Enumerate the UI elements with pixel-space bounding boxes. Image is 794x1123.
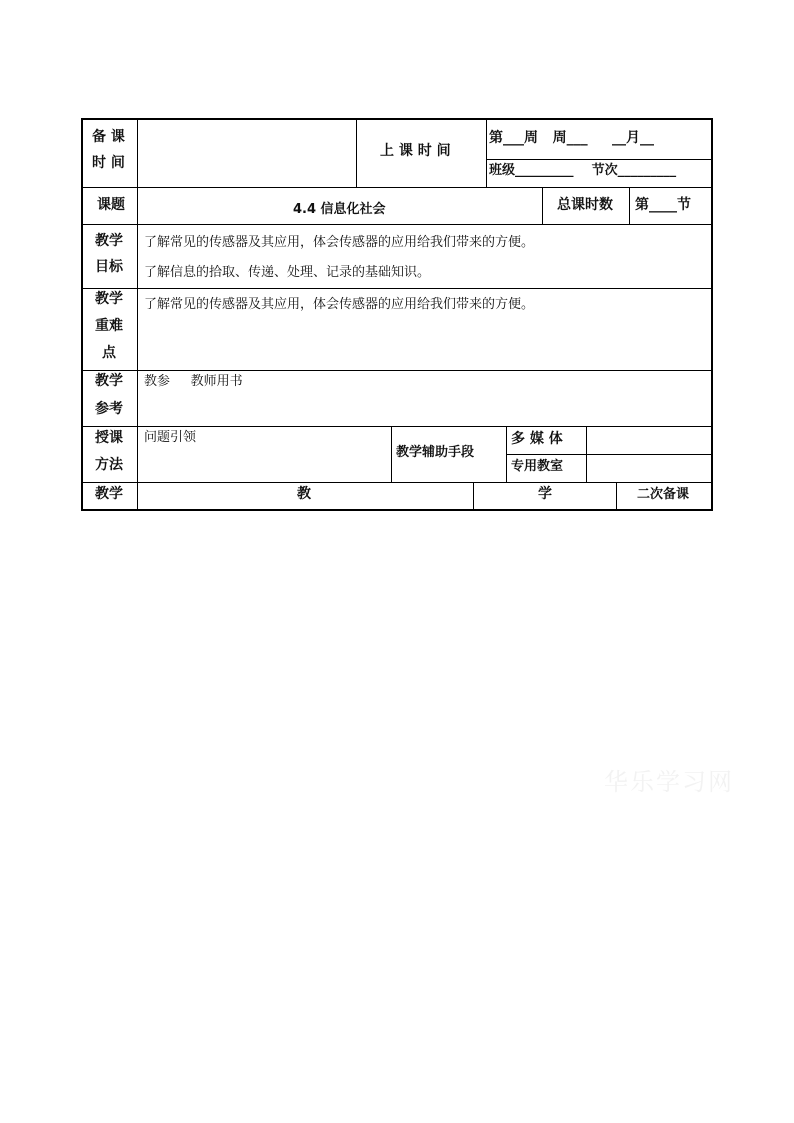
total-hours-label: 总课时数 — [557, 197, 613, 213]
lesson-plan-table — [81, 118, 713, 511]
key-points-label: 重难 — [95, 318, 123, 334]
goals-label: 教学 — [95, 233, 123, 249]
col-divider — [629, 187, 630, 224]
prep-time-label: 时 间 — [92, 155, 125, 171]
goals-label: 目标 — [95, 259, 123, 275]
col-divider — [616, 482, 617, 509]
key-points-label: 教学 — [95, 291, 123, 307]
class-period-field: 班级_________ 节次_________ — [489, 163, 677, 178]
method-label: 方法 — [95, 457, 123, 473]
topic-label: 课题 — [97, 197, 125, 213]
col-divider — [356, 120, 357, 187]
teaching-aids-label: 教学辅助手段 — [396, 445, 475, 460]
col-divider — [473, 482, 474, 509]
key-points-label: 点 — [102, 345, 116, 361]
row-divider — [83, 224, 711, 225]
prep-time-label: 备 课 — [92, 129, 125, 145]
class-time-label: 上 课 时 间 — [380, 143, 451, 159]
section-number-field: 第____节 — [635, 197, 691, 213]
learn-column-header: 学 — [538, 486, 552, 502]
process-label: 教学 — [95, 486, 123, 502]
row-divider — [83, 370, 711, 371]
second-prep-column-header: 二次备课 — [637, 487, 690, 502]
col-divider — [586, 426, 587, 482]
reference-label: 教学 — [95, 373, 123, 389]
row-divider — [83, 426, 711, 427]
row-divider — [506, 454, 711, 455]
method-label: 授课 — [95, 430, 123, 446]
watermark: 华乐学习网 — [604, 768, 734, 796]
reference-text: 教参 教师用书 — [144, 374, 243, 389]
col-divider — [486, 120, 487, 187]
reference-label: 参考 — [95, 401, 123, 417]
goal-text: 了解常见的传感器及其应用，体会传感器的应用给我们带来的方便。 — [144, 235, 535, 250]
multimedia-label: 多 媒 体 — [511, 431, 563, 447]
week-date-field: 第___周 周___ __月__ — [489, 130, 654, 146]
row-divider — [83, 187, 711, 188]
row-divider — [487, 159, 711, 160]
col-divider — [391, 426, 392, 482]
key-points-text: 了解常见的传感器及其应用，体会传感器的应用给我们带来的方便。 — [144, 297, 535, 312]
row-divider — [83, 288, 711, 289]
col-divider — [506, 426, 507, 482]
special-classroom-label: 专用教室 — [511, 459, 564, 474]
method-text: 问题引领 — [144, 430, 197, 445]
col-divider — [542, 187, 543, 224]
topic-value: 4.4 信息化社会 — [293, 202, 386, 217]
teach-column-header: 教 — [297, 486, 311, 502]
goal-text: 了解信息的拾取、传递、处理、记录的基础知识。 — [144, 265, 431, 280]
col-divider — [137, 120, 138, 509]
